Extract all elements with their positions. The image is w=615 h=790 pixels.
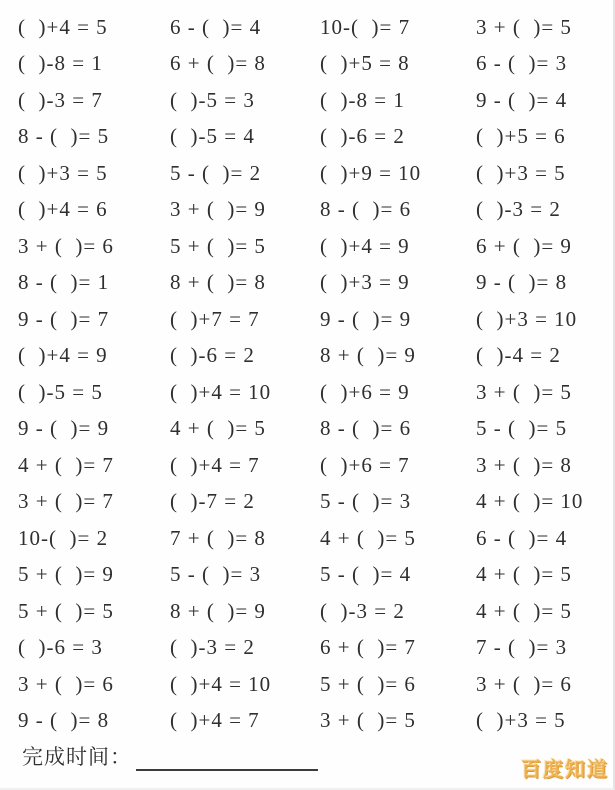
equation: 4 + ( )= 10: [476, 489, 584, 514]
equation: ( )+3 = 9: [320, 270, 410, 295]
equation: ( )-8 = 1: [320, 87, 405, 112]
equation: 5 - ( )= 4: [320, 562, 412, 587]
equation: 3 + ( )= 6: [476, 671, 572, 696]
equation: 9 - ( )= 4: [476, 87, 568, 112]
equation: 6 + ( )= 9: [476, 233, 572, 258]
equation: ( )+3 = 10: [476, 306, 578, 331]
equation: 4 + ( )= 7: [18, 452, 114, 477]
equation: 3 + ( )= 6: [18, 671, 114, 696]
equation: 10-( )= 2: [18, 525, 109, 550]
equation: 5 + ( )= 9: [18, 562, 114, 587]
equation: 8 - ( )= 6: [320, 197, 412, 222]
equation: 4 + ( )= 5: [476, 598, 572, 623]
equation: ( )+4 = 10: [170, 379, 272, 404]
equation: ( )+3 = 5: [18, 160, 108, 185]
equation: ( )+6 = 9: [320, 379, 410, 404]
equation: ( )+4 = 6: [18, 197, 108, 222]
equation: ( )+7 = 7: [170, 306, 260, 331]
problems-grid: [18, 9, 608, 739]
equation: 5 - ( )= 3: [170, 562, 262, 587]
equation: ( )-3 = 7: [18, 87, 103, 112]
equation: ( )+4 = 5: [18, 14, 108, 39]
equation: ( )+3 = 5: [476, 160, 566, 185]
equation: 3 + ( )= 8: [476, 452, 572, 477]
equation: ( )-6 = 2: [320, 124, 405, 149]
equation: 8 + ( )= 9: [320, 343, 416, 368]
equation: 10-( )= 7: [320, 14, 411, 39]
equation: ( )-3 = 2: [320, 598, 405, 623]
equation: 3 + ( )= 7: [18, 489, 114, 514]
equation: 6 - ( )= 4: [476, 525, 568, 550]
equation: ( )+4 = 9: [320, 233, 410, 258]
equation: 9 - ( )= 8: [476, 270, 568, 295]
equation: 3 + ( )= 5: [476, 14, 572, 39]
completion-time-row: [22, 741, 318, 771]
equation: ( )+9 = 10: [320, 160, 422, 185]
equation: 9 - ( )= 8: [18, 708, 110, 733]
equation: 3 + ( )= 9: [170, 197, 266, 222]
equation: ( )+5 = 6: [476, 124, 566, 149]
equation: ( )+4 = 9: [18, 343, 108, 368]
equation: 8 + ( )= 8: [170, 270, 266, 295]
equation: 9 - ( )= 9: [18, 416, 110, 441]
equation: ( )-8 = 1: [18, 51, 103, 76]
equation: 6 - ( )= 3: [476, 51, 568, 76]
equation: ( )-7 = 2: [170, 489, 255, 514]
equation: 5 - ( )= 2: [170, 160, 262, 185]
equation: ( )-5 = 4: [170, 124, 255, 149]
baidu-zhidao-watermark: 百度知道: [521, 759, 609, 781]
equation: 4 + ( )= 5: [170, 416, 266, 441]
equation: 9 - ( )= 9: [320, 306, 412, 331]
equation: 8 - ( )= 6: [320, 416, 412, 441]
equation: ( )+4 = 10: [170, 671, 272, 696]
equation: 3 + ( )= 5: [320, 708, 416, 733]
equation: 7 + ( )= 8: [170, 525, 266, 550]
equation: ( )-5 = 3: [170, 87, 255, 112]
equation: ( )-5 = 5: [18, 379, 103, 404]
equation: ( )-3 = 2: [476, 197, 561, 222]
equation: 3 + ( )= 6: [18, 233, 114, 258]
equation: 5 + ( )= 6: [320, 671, 416, 696]
equation: ( )+4 = 7: [170, 708, 260, 733]
equation: ( )-3 = 2: [170, 635, 255, 660]
equation: 8 + ( )= 9: [170, 598, 266, 623]
equation: ( )+5 = 8: [320, 51, 410, 76]
equation: 9 - ( )= 7: [18, 306, 110, 331]
equation: ( )+3 = 5: [476, 708, 566, 733]
equation: 5 + ( )= 5: [170, 233, 266, 258]
equation: ( )-6 = 2: [170, 343, 255, 368]
equation: 4 + ( )= 5: [320, 525, 416, 550]
equation: 5 - ( )= 5: [476, 416, 568, 441]
equation: ( )+6 = 7: [320, 452, 410, 477]
equation: 6 + ( )= 8: [170, 51, 266, 76]
equation: ( )+4 = 7: [170, 452, 260, 477]
equation: 4 + ( )= 5: [476, 562, 572, 587]
equation: 7 - ( )= 3: [476, 635, 568, 660]
equation: ( )-4 = 2: [476, 343, 561, 368]
equation: 6 + ( )= 7: [320, 635, 416, 660]
equation: ( )-6 = 3: [18, 635, 103, 660]
equation: 3 + ( )= 5: [476, 379, 572, 404]
completion-time-blank-line: [136, 747, 318, 771]
equation: 6 - ( )= 4: [170, 14, 262, 39]
completion-time-label: 完成时间：: [22, 745, 132, 769]
equation: 8 - ( )= 1: [18, 270, 110, 295]
equation: 5 - ( )= 3: [320, 489, 412, 514]
equation: 8 - ( )= 5: [18, 124, 110, 149]
equation: 5 + ( )= 5: [18, 598, 114, 623]
